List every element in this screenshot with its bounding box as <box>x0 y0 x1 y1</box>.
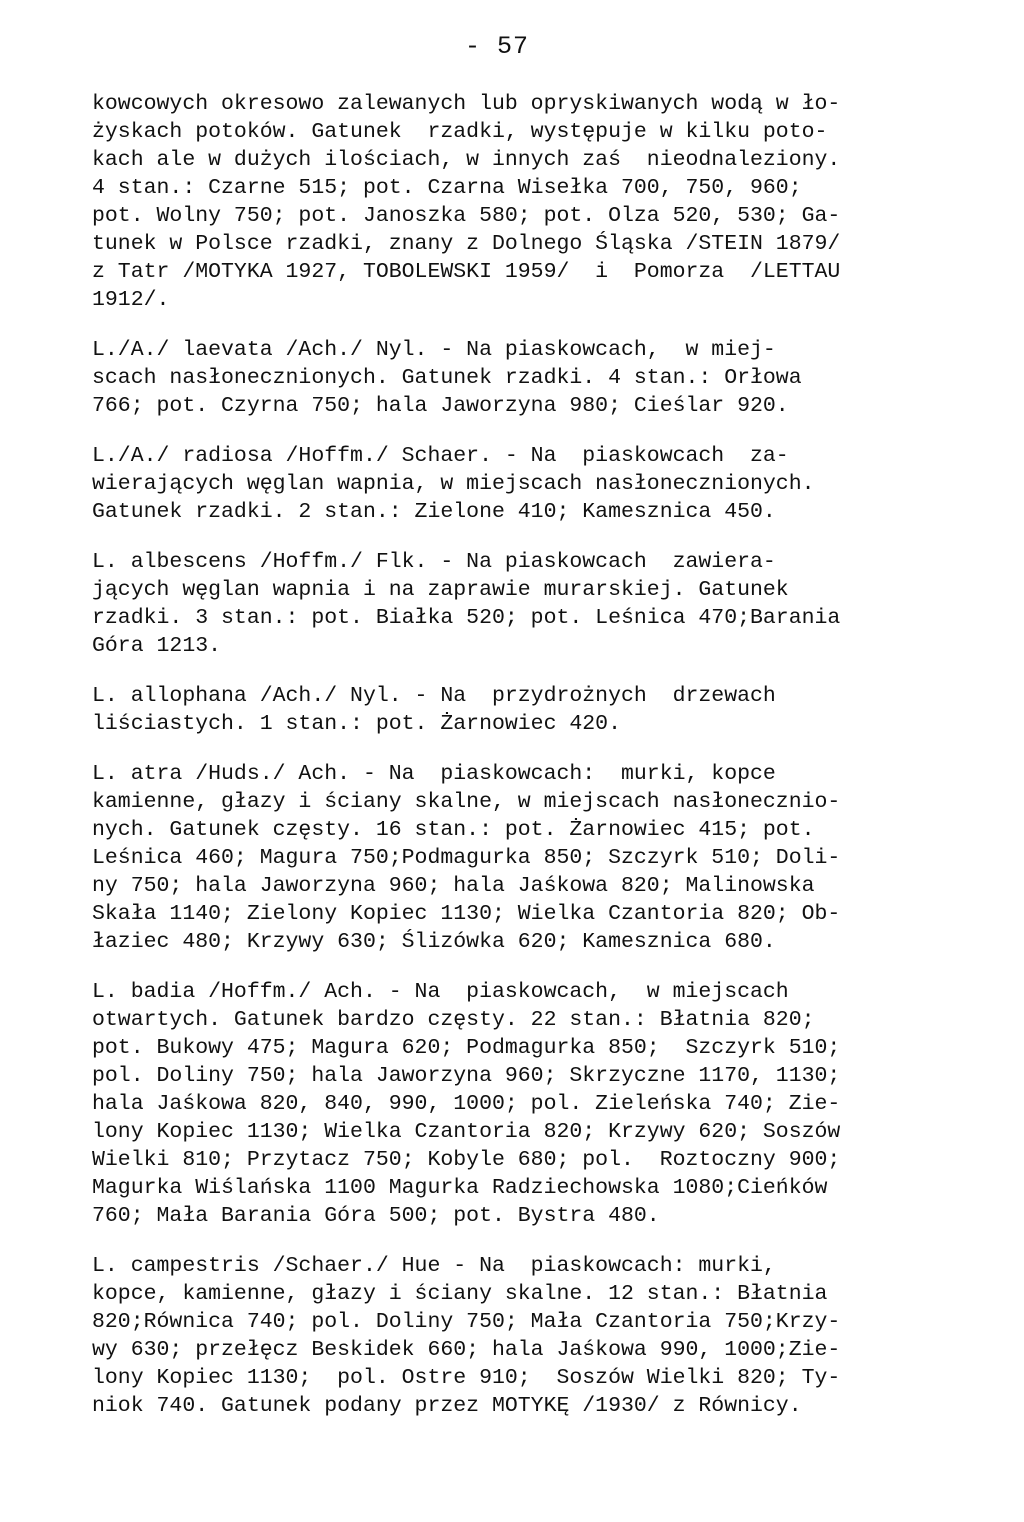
text-line: 766; pot. Czyrna 750; hala Jaworzyna 980; Cieślar 920. <box>92 394 789 418</box>
text-line: liściastych. 1 stan.: pot. Żarnowiec 420. <box>92 712 621 736</box>
text-line: L./A./ radiosa /Hoffm./ Schaer. - Na piaskowcach za- <box>92 444 789 468</box>
text-line: L. campestris /Schaer./ Hue - Na piaskowcach: murki, <box>92 1254 776 1278</box>
paragraph <box>92 90 932 314</box>
text-line: z Tatr /MOTYKA 1927, TOBOLEWSKI 1959/ i Pomorza /LETTAU <box>92 260 841 284</box>
paragraph <box>92 760 932 956</box>
text-line: kamienne, głazy i ściany skalne, w miejscach nasłonecznio- <box>92 790 841 814</box>
text-line: ny 750; hala Jaworzyna 960; hala Jaśkowa 820; Malinowska <box>92 874 815 898</box>
text-line: 820;Równica 740; pol. Doliny 750; Mała Czantoria 750;Krzy- <box>92 1310 841 1334</box>
text-line: scach nasłonecznionych. Gatunek rzadki. 4 stan.: Orłowa <box>92 366 802 390</box>
text-line: Leśnica 460; Magura 750;Podmagurka 850; Szczyrk 510; Doli- <box>92 846 841 870</box>
text-line: Góra 1213. <box>92 634 222 658</box>
page-number: - 57 <box>465 32 530 61</box>
text-line: łaziec 480; Krzywy 630; Ślizówka 620; Kamesznica 680. <box>92 930 776 954</box>
text-line: kopce, kamienne, głazy i ściany skalne. 12 stan.: Błatnia <box>92 1282 828 1306</box>
text-line: pol. Doliny 750; hala Jaworzyna 960; Skrzyczne 1170, 1130; <box>92 1064 841 1088</box>
text-line: Gatunek rzadki. 2 stan.: Zielone 410; Kamesznica 450. <box>92 500 776 524</box>
text-line: lony Kopiec 1130; pol. Ostre 910; Soszów Wielki 820; Ty- <box>92 1366 841 1390</box>
text-line: pot. Bukowy 475; Magura 620; Podmagurka 850; Szczyrk 510; <box>92 1036 841 1060</box>
paragraph <box>92 978 932 1230</box>
text-line: L. badia /Hoffm./ Ach. - Na piaskowcach, w miejscach <box>92 980 789 1004</box>
text-line: nych. Gatunek częsty. 16 stan.: pot. Żarnowiec 415; pot. <box>92 818 815 842</box>
text-line: L. atra /Huds./ Ach. - Na piaskowcach: murki, kopce <box>92 762 776 786</box>
text-line: lony Kopiec 1130; Wielka Czantoria 820; Krzywy 620; Soszów <box>92 1120 841 1144</box>
text-line: wy 630; przełęcz Beskidek 660; hala Jaśkowa 990, 1000;Zie- <box>92 1338 841 1362</box>
text-body <box>92 90 932 1442</box>
text-line: tunek w Polsce rzadki, znany z Dolnego Śląska /STEIN 1879/ <box>92 232 841 256</box>
text-line: hala Jaśkowa 820, 840, 990, 1000; pol. Zieleńska 740; Zie- <box>92 1092 841 1116</box>
text-line: 4 stan.: Czarne 515; pot. Czarna Wisełka 700, 750, 960; <box>92 176 802 200</box>
text-line: jących węglan wapnia i na zaprawie murarskiej. Gatunek <box>92 578 789 602</box>
paragraph <box>92 682 932 738</box>
text-line: L. albescens /Hoffm./ Flk. - Na piaskowcach zawiera- <box>92 550 776 574</box>
text-line: niok 740. Gatunek podany przez MOTYKĘ /1930/ z Równicy. <box>92 1394 802 1418</box>
text-line: pot. Wolny 750; pot. Janoszka 580; pot. Olza 520, 530; Ga- <box>92 204 841 228</box>
text-line: L./A./ laevata /Ach./ Nyl. - Na piaskowcach, w miej- <box>92 338 776 362</box>
paragraph <box>92 336 932 420</box>
text-line: Wielki 810; Przytacz 750; Kobyle 680; pol. Roztoczny 900; <box>92 1148 841 1172</box>
paragraph <box>92 548 932 660</box>
text-line: Skała 1140; Zielony Kopiec 1130; Wielka Czantoria 820; Ob- <box>92 902 841 926</box>
text-line: L. allophana /Ach./ Nyl. - Na przydrożnych drzewach <box>92 684 776 708</box>
text-line: kach ale w dużych ilościach, w innych zaś nieodnaleziony. <box>92 148 841 172</box>
text-line: Magurka Wiślańska 1100 Magurka Radziechowska 1080;Cieńków <box>92 1176 828 1200</box>
text-line: rzadki. 3 stan.: pot. Białka 520; pot. Leśnica 470;Barania <box>92 606 841 630</box>
text-line: otwartych. Gatunek bardzo częsty. 22 stan.: Błatnia 820; <box>92 1008 815 1032</box>
paragraph <box>92 442 932 526</box>
text-line: wierających węglan wapnia, w miejscach nasłonecznionych. <box>92 472 815 496</box>
text-line: 1912/. <box>92 288 170 312</box>
text-line: żyskach potoków. Gatunek rzadki, występuje w kilku poto- <box>92 120 828 144</box>
paragraph <box>92 1252 932 1420</box>
text-line: 760; Mała Barania Góra 500; pot. Bystra 480. <box>92 1204 660 1228</box>
text-line: kowcowych okresowo zalewanych lub opryskiwanych wodą w ło- <box>92 92 841 116</box>
